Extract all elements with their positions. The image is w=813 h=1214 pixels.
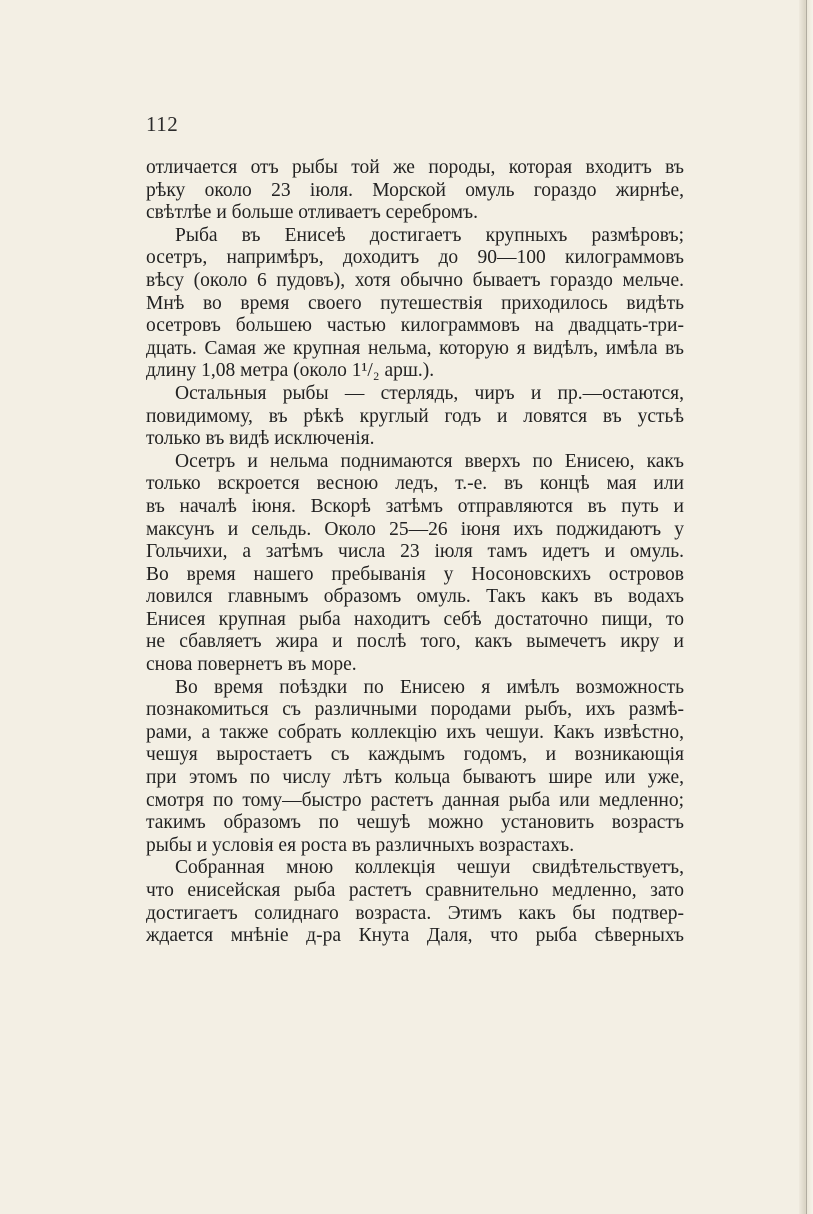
text-line: дцать. Самая же крупная нельма, которую я видѣлъ, имѣла въ	[146, 337, 684, 359]
text-line: повидимому, въ рѣкѣ круглый годъ и ловятся въ устьѣ	[146, 405, 684, 427]
text-line: только вскроется весною ледъ, т.-е. въ концѣ мая или	[146, 473, 684, 495]
text-line: чешуя выростаетъ съ каждымъ годомъ, и возникающія	[146, 744, 684, 766]
text-line: рами, а также собрать коллекцію ихъ чешуи. Какъ извѣстно,	[146, 721, 684, 743]
text-line: Во время поѣздки по Енисею я имѣлъ возможность	[175, 676, 684, 698]
text-line: достигаетъ солиднаго возраста. Этимъ какъ бы подтвер-	[146, 902, 684, 924]
text-line: ловился главнымъ образомъ омуль. Такъ какъ въ водахъ	[146, 586, 684, 608]
text-line: ждается мнѣніе д-ра Кнута Даля, что рыба сѣверныхъ	[146, 925, 684, 947]
text-line: Во время нашего пребыванія у Носоновскихъ островов	[146, 563, 684, 585]
text-line: смотря по тому—быстро растетъ данная рыба или медленно;	[146, 789, 684, 811]
text-line: вѣсу (около 6 пудовъ), хотя обычно бываетъ гораздо мельче.	[146, 269, 684, 291]
page-edge-line	[806, 0, 807, 1214]
body-text	[146, 157, 684, 948]
text-line: при этомъ по числу лѣтъ кольца бываютъ шире или уже,	[146, 767, 684, 789]
text-line: Енисея крупная рыба находитъ себѣ достаточно пищи, то	[146, 608, 684, 630]
text-line: осетръ, напримѣръ, доходитъ до 90—100 килограммовъ	[146, 247, 684, 269]
page-number: 112	[146, 112, 179, 136]
text-line: отличается отъ рыбы той же породы, которая входитъ въ	[146, 157, 684, 178]
text-line: въ началѣ іюня. Вскорѣ затѣмъ отправляются въ путь и	[146, 495, 684, 517]
text-line: не сбавляетъ жира и послѣ того, какъ вымечетъ икру и	[146, 631, 684, 653]
text-line: рыбы и условія ея роста въ различныхъ возрастахъ.	[146, 834, 575, 856]
text-line: снова повернетъ въ море.	[146, 654, 357, 676]
text-line: максунъ и сельдь. Около 25—26 іюня ихъ поджидаютъ у	[146, 518, 684, 540]
text-line: рѣку около 23 іюля. Морской омуль гораздо жирнѣе,	[146, 179, 684, 201]
text-line: Рыба въ Енисеѣ достигаетъ крупныхъ размѣровъ;	[175, 224, 684, 246]
text-line: Гольчихи, а затѣмъ числа 23 іюля тамъ идетъ и омуль.	[146, 541, 684, 563]
text-line: что енисейская рыба растетъ сравнительно медленно, зато	[146, 880, 684, 901]
text-line: Собранная мною коллекція чешуи свидѣтельствуетъ,	[175, 857, 684, 879]
text-line: свѣтлѣе и больше отливаетъ серебромъ.	[146, 202, 478, 224]
text-line: Мнѣ во время своего путешествія приходилось видѣть	[146, 292, 684, 314]
text-line: только въ видѣ исключенія.	[146, 428, 375, 450]
text-line: познакомиться съ различными породами рыбъ, ихъ размѣ-	[146, 699, 684, 721]
text-line: Остальныя рыбы — стерлядь, чиръ и пр.—остаются,	[175, 382, 684, 404]
text-line: длину 1,08 метра (около 1¹/₂ арш.).	[146, 360, 435, 382]
text-line: Осетръ и нельма поднимаются вверхъ по Енисею, какъ	[175, 450, 684, 472]
text-line: такимъ образомъ по чешуѣ можно установить возрастъ	[146, 812, 684, 834]
text-line: осетровъ большею частью килограммовъ на двадцать-три-	[146, 315, 684, 337]
